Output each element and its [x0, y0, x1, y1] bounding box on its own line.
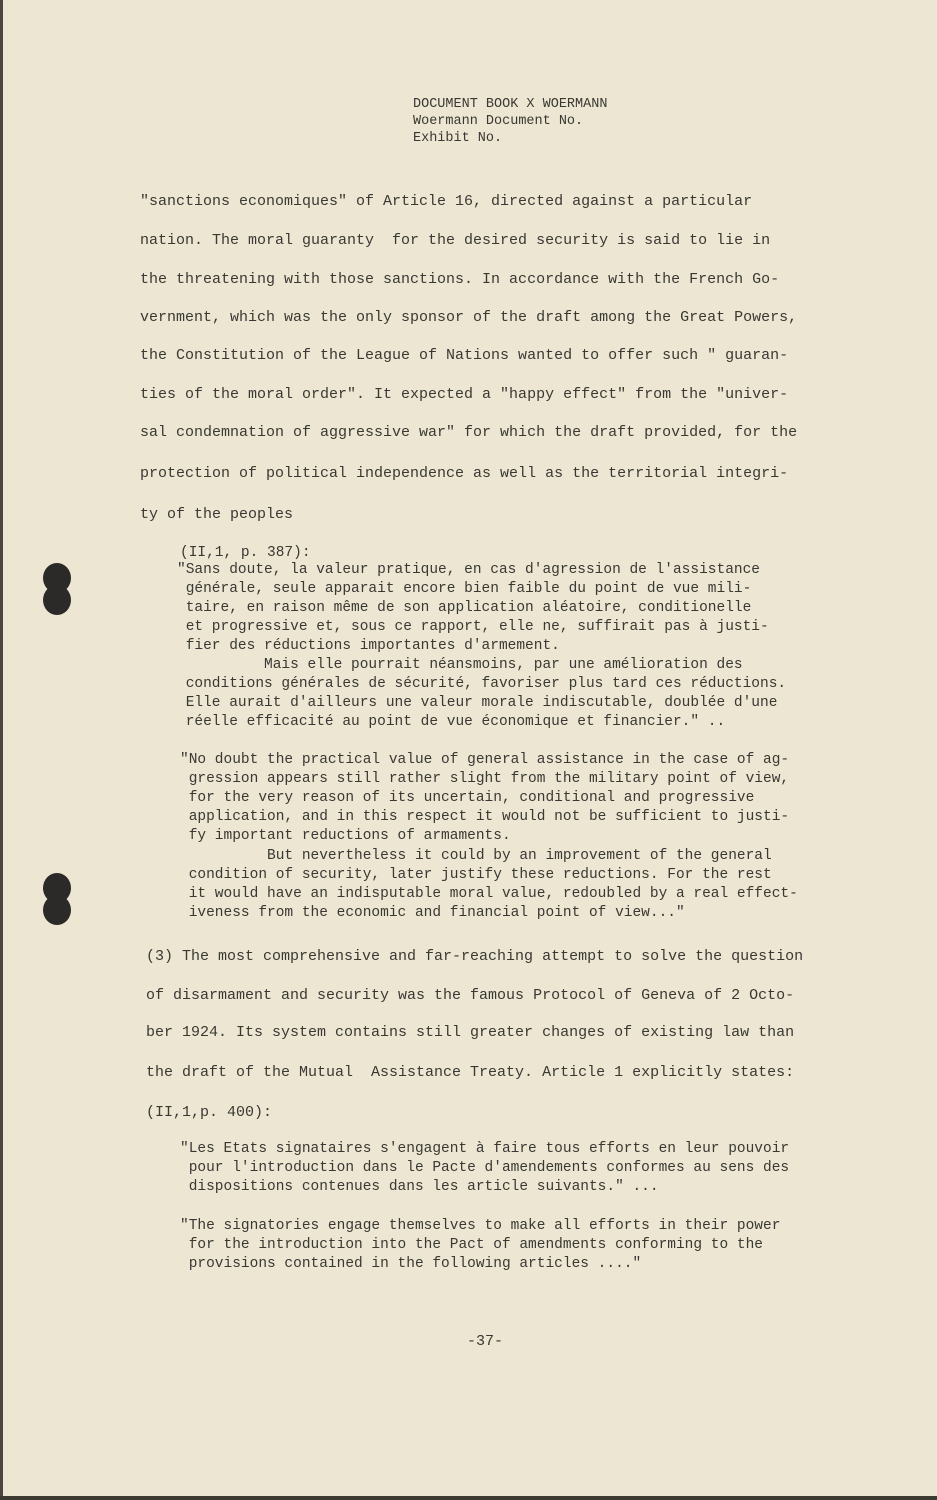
text-line: sal condemnation of aggressive war" for which the draft provided, for the	[140, 424, 798, 441]
text-line: ty of the peoples	[140, 506, 294, 523]
document-header	[413, 96, 607, 147]
header-exhibit-number: Exhibit No.	[413, 131, 503, 146]
text-line: of disarmament and security was the famous Protocol of Geneva of 2 Octo-	[146, 987, 795, 1004]
quote-line: Elle aurait d'ailleurs une valeur morale indiscutable, doublée d'une	[177, 695, 778, 711]
quote-line: iveness from the economic and financial point of view..."	[180, 905, 685, 921]
quote-line: pour l'introduction dans le Pacte d'amendements conformes au sens des	[180, 1160, 790, 1176]
citation: (II,1,p. 400):	[146, 1104, 273, 1121]
scan-bottom-edge	[0, 1496, 937, 1500]
quote-line: "Les Etats signataires s'engagent à faire tous efforts en leur pouvoir	[180, 1141, 790, 1157]
citation: (II,1, p. 387):	[180, 545, 311, 561]
quote-line: dispositions contenues dans les article suivants." ...	[180, 1179, 659, 1195]
text-line: ber 1924. Its system contains still greater changes of existing law than	[146, 1024, 795, 1041]
header-document-number: Woermann Document No.	[413, 114, 584, 129]
quote-line: provisions contained in the following articles ...."	[180, 1256, 642, 1272]
text-line: protection of political independence as well as the territorial integri-	[140, 465, 789, 482]
quote-line: for the introduction into the Pact of amendments conforming to the	[180, 1237, 763, 1253]
text-line: the Constitution of the League of Nations wanted to offer such " guaran-	[140, 347, 789, 364]
quote-line: réelle efficacité au point de vue économique et financier." ..	[177, 714, 726, 730]
text-line: the threatening with those sanctions. In accordance with the French Go-	[140, 271, 780, 288]
quote-line: Mais elle pourrait néansmoins, par une amélioration des	[177, 657, 743, 673]
text-line: vernment, which was the only sponsor of the draft among the Great Powers,	[140, 309, 798, 326]
quote-line: it would have an indisputable moral value, redoubled by a real effect-	[180, 886, 798, 902]
quote-line: générale, seule apparait encore bien faible du point de vue mili-	[177, 581, 752, 597]
text-line: "sanctions economiques" of Article 16, directed against a particular	[140, 193, 753, 210]
quote-line: condition of security, later justify these reductions. For the rest	[180, 867, 772, 883]
quote-line: et progressive et, sous ce rapport, elle ne, suffirait pas à justi-	[177, 619, 769, 635]
quote-line: "The signatories engage themselves to make all efforts in their power	[180, 1218, 781, 1234]
page-number: -37-	[467, 1333, 504, 1350]
quote-line: "Sans doute, la valeur pratique, en cas d'agression de l'assistance	[177, 562, 760, 578]
quote-line: conditions générales de sécurité, favoriser plus tard ces réductions.	[177, 676, 787, 692]
quote-line: taire, en raison même de son application aléatoire, conditionelle	[177, 600, 752, 616]
quote-line: for the very reason of its uncertain, conditional and progressive	[180, 790, 755, 806]
header-document-book: DOCUMENT BOOK X WOERMANN	[413, 97, 608, 112]
text-line: ties of the moral order". It expected a "happy effect" from the "univer-	[140, 386, 789, 403]
quote-line: fier des réductions importantes d'armement.	[177, 638, 560, 654]
text-line: the draft of the Mutual Assistance Treaty. Article 1 explicitly states:	[146, 1064, 795, 1081]
quote-line: fy important reductions of armaments.	[180, 828, 511, 844]
quote-line: application, and in this respect it would not be sufficient to justi-	[180, 809, 790, 825]
quote-line: But nevertheless it could by an improvement of the general	[180, 848, 772, 864]
text-line: (3) The most comprehensive and far-reaching attempt to solve the question	[146, 948, 804, 965]
text-line: nation. The moral guaranty for the desired security is said to lie in	[140, 232, 771, 249]
quote-line: gression appears still rather slight from the military point of view,	[180, 771, 790, 787]
quote-line: "No doubt the practical value of general assistance in the case of ag-	[180, 752, 790, 768]
scan-left-edge	[0, 0, 3, 1500]
